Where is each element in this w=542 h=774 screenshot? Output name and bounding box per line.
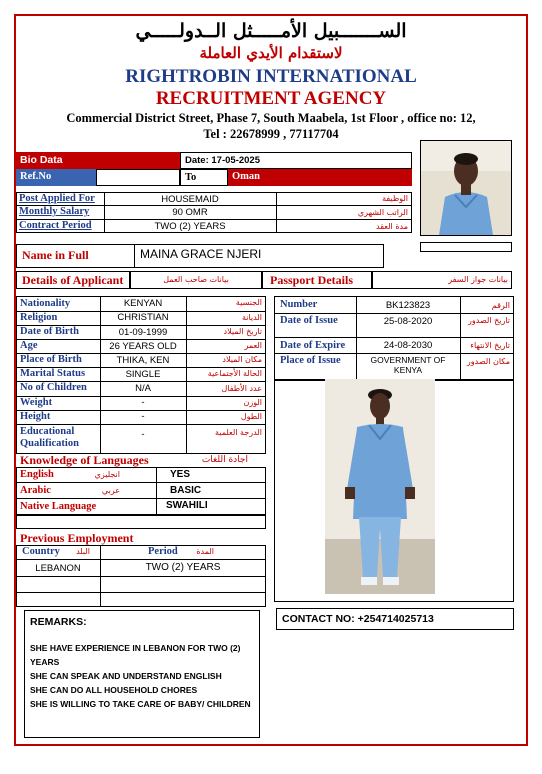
ref-no-label: Ref.No — [16, 169, 96, 186]
small-photo-frame — [420, 140, 512, 236]
employment-country: LEBANON — [35, 563, 81, 574]
remark-line: YEARS — [30, 657, 60, 667]
row-divider — [16, 576, 266, 577]
remark-line: SHE CAN DO ALL HOUSEHOLD CHORES — [30, 685, 198, 695]
remark-line: SHE HAVE EXPERIENCE IN LEBANON FOR TWO (2) — [30, 643, 241, 653]
religion-value: CHRISTIAN — [117, 312, 169, 323]
contract-period-ar: مدة العقد — [376, 222, 408, 231]
employment-title: Previous Employment — [20, 531, 134, 545]
native-language-value: SWAHILI — [166, 500, 208, 511]
row-divider — [16, 339, 266, 340]
address-line: Commercial District Street, Phase 7, South Maabela, 1st Floor , office no: 12, — [66, 111, 476, 125]
english-ar: انجليزي — [94, 470, 120, 479]
contract-period-value: TWO (2) YEARS — [154, 221, 226, 232]
issue-date-ar: تاريخ الصدور — [468, 316, 510, 325]
age-value: 26 YEARS OLD — [109, 341, 177, 352]
height-value: - — [141, 411, 145, 422]
education-ar: الدرجة العلمية — [215, 428, 262, 437]
education-value: - — [141, 429, 145, 440]
employment-period: TWO (2) YEARS — [145, 562, 221, 573]
ref-no-value — [96, 169, 180, 186]
weight-value: - — [141, 397, 145, 408]
to-value: Oman — [228, 169, 412, 186]
passport-number-label: Number — [280, 299, 318, 310]
marital-status-label: Marital Status — [20, 368, 86, 379]
post-applied-label: Post Applied For — [19, 193, 95, 204]
applicant-photo-full — [325, 379, 435, 594]
period-header: Period — [148, 546, 178, 557]
row-divider — [274, 353, 514, 354]
education-label: Educational Qualification — [20, 426, 79, 449]
post-applied-ar: الوظيفة — [382, 194, 408, 203]
monthly-salary-ar: الراتب الشهري — [357, 208, 408, 217]
contact-number: CONTACT NO: +254714025713 — [282, 613, 434, 625]
remark-line: SHE CAN SPEAK AND UNDERSTAND ENGLISH — [30, 671, 222, 681]
weight-ar: الوزن — [243, 398, 262, 407]
blank-row — [16, 515, 266, 529]
bio-data-bar — [16, 152, 180, 169]
age-ar: العمر — [244, 341, 262, 350]
issue-date-value: 25-08-2020 — [383, 316, 433, 327]
col-divider — [460, 296, 461, 380]
height-label: Height — [20, 411, 51, 422]
period-header-ar: المدة — [196, 547, 214, 556]
weight-label: Weight — [20, 397, 53, 408]
passport-details-title: Passport Details — [270, 273, 353, 287]
photo-caption-box — [420, 242, 512, 252]
religion-label: Religion — [20, 312, 58, 323]
expire-date-value: 24-08-2030 — [383, 340, 433, 351]
col-divider — [134, 244, 135, 268]
age-label: Age — [20, 340, 38, 351]
row-divider — [16, 592, 266, 593]
arabic-ar: عربي — [101, 486, 120, 495]
name-value: MAINA GRACE NJERI — [140, 247, 262, 261]
to-label: To — [180, 169, 228, 186]
nationality-ar: الجنسية — [235, 298, 262, 307]
col-divider — [276, 192, 277, 233]
expire-date-label: Date of Expire — [280, 340, 346, 351]
arabic-company-name: الســـــــبيل الأمـــــثل الــدولـــــي — [135, 20, 407, 42]
row-divider — [274, 337, 514, 338]
arabic-label: Arabic — [20, 485, 51, 496]
arabic-value: BASIC — [170, 485, 202, 496]
monthly-salary-value: 90 OMR — [172, 207, 208, 218]
dob-ar: تاريخ الميلاد — [223, 327, 262, 336]
place-of-birth-label: Place of Birth — [20, 354, 82, 365]
place-of-issue-value: GOVERNMENT OF KENYA — [370, 355, 446, 375]
languages-title-ar: اجادة اللغات — [201, 455, 248, 465]
expire-date-ar: تاريخ الانتهاء — [470, 341, 510, 350]
country-header: Country — [22, 546, 60, 557]
dob-label: Date of Birth — [20, 326, 79, 337]
company-address — [40, 110, 502, 142]
agency-type: RECRUITMENT AGENCY — [155, 88, 387, 109]
native-language-label: Native Language — [20, 501, 97, 512]
place-of-birth-value: THIKA, KEN — [116, 355, 170, 366]
nationality-label: Nationality — [20, 298, 71, 309]
bio-data-label: Bio Data — [20, 154, 63, 166]
name-label: Name in Full — [22, 248, 89, 262]
children-label: No of Children — [20, 382, 87, 393]
height-ar: الطول — [240, 412, 262, 421]
employer-details-ar: بيانات صاحب العمل — [163, 275, 229, 284]
applicant-photo-small — [421, 141, 511, 235]
issue-date-label: Date of Issue — [280, 315, 338, 326]
children-ar: عدد الأطفال — [221, 384, 262, 393]
remarks-title: REMARKS: — [30, 616, 87, 628]
col-divider — [186, 296, 187, 454]
dob-value: 01-09-1999 — [118, 327, 168, 338]
passport-number-ar: الرقم — [491, 301, 510, 310]
contract-period-label: Contract Period — [19, 220, 92, 231]
place-of-birth-ar: مكان الميلاد — [222, 355, 262, 364]
row-divider — [16, 498, 266, 499]
passport-details-ar: بيانات جواز السفر — [448, 275, 508, 284]
place-of-issue-label: Place of Issue — [280, 355, 341, 366]
country-header-ar: البلد — [76, 547, 90, 556]
details-applicant-title: Details of Applicant — [22, 273, 124, 287]
date-field — [180, 152, 412, 169]
religion-ar: الديانة — [241, 313, 262, 322]
date-text: Date: 17-05-2025 — [185, 155, 260, 166]
row-divider — [16, 424, 266, 425]
arabic-company-subtitle: لاستقدام الأيدي العاملة — [199, 44, 343, 62]
languages-title: Knowledge of Languages — [20, 453, 149, 467]
remark-line: SHE IS WILLING TO TAKE CARE OF BABY/ CHILDREN — [30, 699, 251, 709]
phone-line: Tel : 22678999 , 77117704 — [203, 127, 339, 141]
row-divider — [16, 559, 266, 560]
marital-status-ar: الحالة الأجتماعية — [207, 369, 262, 378]
children-value: N/A — [135, 383, 151, 394]
passport-number-value: BK123823 — [385, 300, 431, 311]
row-divider — [274, 313, 514, 314]
company-name: RIGHTROBIN INTERNATIONAL — [125, 66, 417, 87]
english-label: English — [20, 469, 54, 480]
remarks-list — [30, 641, 256, 711]
col-divider — [156, 467, 157, 515]
monthly-salary-label: Monthly Salary — [19, 206, 90, 217]
place-of-issue-ar: مكان الصدور — [466, 357, 510, 366]
post-applied-value: HOUSEMAID — [161, 194, 219, 205]
english-value: YES — [170, 469, 191, 480]
marital-status-value: SINGLE — [125, 369, 161, 380]
row-divider — [16, 482, 266, 483]
nationality-value: KENYAN — [123, 298, 163, 309]
